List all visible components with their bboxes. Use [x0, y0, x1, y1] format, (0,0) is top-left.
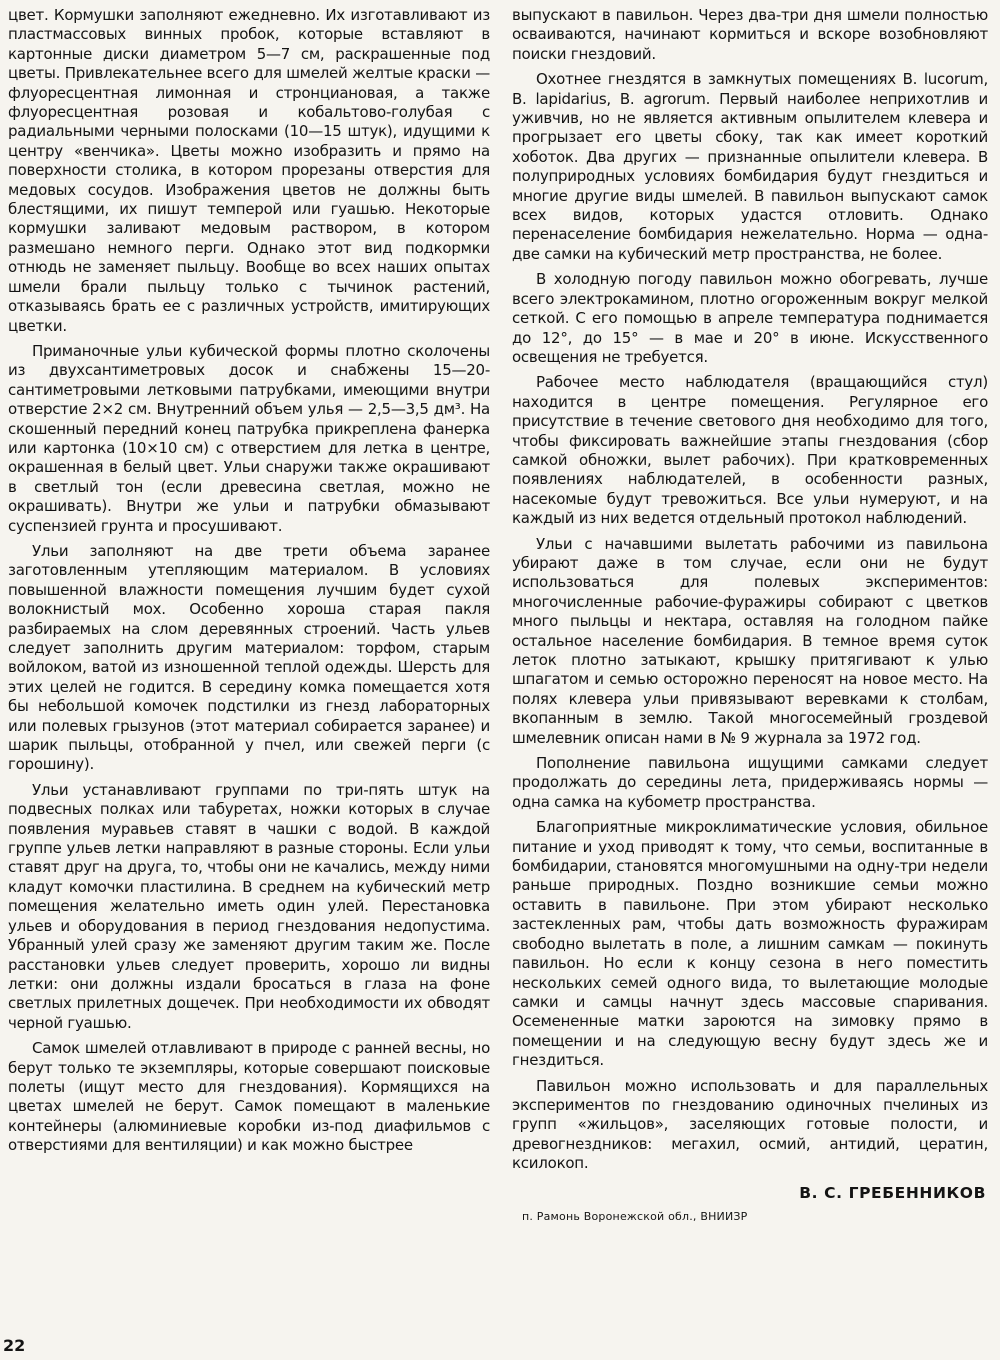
right-column [512, 6, 988, 1226]
paragraph: Ульи устанавливают группами по три-пять штук на подвесных полках или табуретах, ножки которых в случае появления муравьев ставят в чашки с водой. В каждой группе ульев летки направляют в разные стороны. Если ульи ставят друг на друга, то, чтобы они не качались, между ними кладут комочки пластилина. В среднем на кубический метр помещения желательно иметь один улей. Перестановка ульев и оборудования в период гнездования недопустима. Убранный улей сразу же заменяют другим таким же. После расстановки ульев следует проверить, хорошо ли видны летки: они должны издали бросаться в глаза на фоне светлых прилетных дощечек. При необходимости их обводят черной гуашью. [8, 780, 490, 1032]
paragraph: цвет. Кормушки заполняют ежедневно. Их изготавливают из пластмассовых винных пробок, которые вставляют в картонные диски диаметром 5—7 см, раскрашенные под цветы. Привлекательнее всего для шмелей желтые краски — флуоресцентная лимонная и стронциановая, а также флуоресцентная розовая и кобальтово-голубая с радиальными черными полосками (10—15 штук), идущими к центру «венчика». Цветы можно изобразить и прямо на поверхности столика, в котором прорезаны отверстия для медовых сосудов. Изображения цветов не должны быть блестящими, их пишут темперой или гуашью. Некоторые кормушки заливают медовым раствором, в котором размешано немного перги. Однако этот вид подкормки отнюдь не заменяет пыльцу. Вообще во всех наших опытах шмели брали пыльцу только с тычинок растений, отказываясь брать ее с различных устройств, имитирующих цветки. [8, 6, 490, 335]
paragraph: Ульи с начавшими вылетать рабочими из павильона убирают даже в том случае, если они не будут использоваться для полевых экспериментов: многочисленные рабочие-фуражиры собирают с цветков много пыльцы и нектара, оставляя на голодном пайке остальное население бомбидария. В темное время суток леток плотно затыкают, крышку притягивают к улью шпагатом и семью осторожно переносят на новое место. На полях клевера ульи привязывают веревками к столбам, вкопанным в землю. Такой многосемейный гроздевой шмелевник описан нами в № 9 журнала за 1972 год. [512, 534, 988, 747]
paragraph: Павильон можно использовать и для параллельных экспериментов по гнездованию одиночных пчелиных из групп «жильцов», заселяющих готовые полости, и древогнездников: мегахил, осмий, антидий, цератин, ксилокоп. [512, 1076, 988, 1173]
page-number: 22 [3, 1336, 26, 1355]
paragraph: Приманочные ульи кубической формы плотно сколочены из двухсантиметровых досок и снабжены 15—20-сантиметровыми летковыми патрубками, имеющими внутри отверстие 2×2 см. Внутренний объем улья — 2,5—3,5 дм³. На скошенный передний конец патрубка прикреплена фанерка или картонка (10×10 см) с отверстием для летка в центре, окрашенная в белый цвет. Ульи снаружи также окрашивают в светлый тон (если древесина светлая, можно не окрашивать). Внутри же ульи и патрубки обмазывают суспензией грунта и просушивают. [8, 341, 490, 535]
paragraph: Ульи заполняют на две трети объема заранее заготовленным утепляющим материалом. В условиях повышенной влажности помещения лучшим будет сухой волокнистый мох. Особенно хороша старая пакля разбираемых на слом деревянных строений. Часть ульев следует заполнить другим материалом: торфом, старым войлоком, ватой из изношенной теплой одежды. Шерсть для этих целей не годится. В середину комка помещается хотя бы небольшой комочек подстилки из гнезд лабораторных или полевых грызунов (этот материал собирается заранее) и шарик пыльцы, отобранной у пчел, или свежей перги (с горошину). [8, 541, 490, 774]
paragraph: В холодную погоду павильон можно обогревать, лучше всего электрокамином, плотно огороженным вокруг мелкой сеткой. С его помощью в апреле температура поднимается до 12°, до 15° — в мае и 20° в июне. Искусственного освещения не требуется. [512, 270, 988, 366]
paragraph: Охотнее гнездятся в замкнутых помещениях B. lucorum, B. lapidarius, B. agrorum. Первый наиболее неприхотлив и уживчив, но не является активным опылителем клевера и прогрызает его цветы сбоку, так как имеет короткий хоботок. Два других — признанные опылители клевера. В полуприродных условиях бомбидария будут гнездиться и многие другие виды шмелей. В павильон выпускают самок всех видов, которых удастся отловить. Однако перенаселение бомбидария нежелательно. Норма — одна-две самки на кубический метр пространства, не более. [512, 70, 988, 263]
author-affiliation: п. Рамонь Воронежской обл., ВНИИЗР [522, 1209, 748, 1223]
paragraph: Пополнение павильона ищущими самками следует продолжать до середины лета, придерживаясь нормы — одна самка на кубометр пространства. [512, 754, 988, 811]
paragraph: Благоприятные микроклиматические условия, обильное питание и уход приводят к тому, что семьи, воспитанные в бомбидарии, становятся многомушными на одну-три недели раньше природных. Поздно возникшие семьи можно оставить в павильоне. При этом убирают несколько застекленных рам, чтобы дать возможность фуражирам свободно вылетать в поле, а лишним самкам — покинуть павильон. Но если к концу сезона в него поместить нескольких семей одного вида, то вылетающие молодые самки и самцы начнут здесь массовые спаривания. Осемененные матки зароются на зимовку прямо в помещении и на следующую весну будут здесь же и гнездиться. [512, 818, 988, 1070]
author-signature: В. С. ГРЕБЕННИКОВ [799, 1183, 986, 1202]
paragraph: Самок шмелей отлавливают в природе с ранней весны, но берут только те экземпляры, которые совершают поисковые полеты (ищут место для гнездования). Кормящихся на цветах шмелей не берут. Самок помещают в маленькие контейнеры (алюминиевые коробки из-под диафильмов с отверстиями для вентиляции) и как можно быстрее [8, 1039, 490, 1155]
left-column [8, 6, 490, 1162]
paragraph: выпускают в павильон. Через два-три дня шмели полностью осваиваются, начинают кормиться и вскоре возобновляют поиски гнездовий. [512, 6, 988, 63]
paragraph: Рабочее место наблюдателя (вращающийся стул) находится в центре помещения. Регулярное его присутствие в течение светового дня необходимо для того, чтобы фиксировать важнейшие этапы гнездования (сбор самкой обножки, вылет рабочих). При кратковременных появлениях наблюдателей, в особенности разных, насекомые будут тревожиться. Все ульи нумеруют, и на каждый из них ведется отдельный протокол наблюдений. [512, 373, 988, 528]
